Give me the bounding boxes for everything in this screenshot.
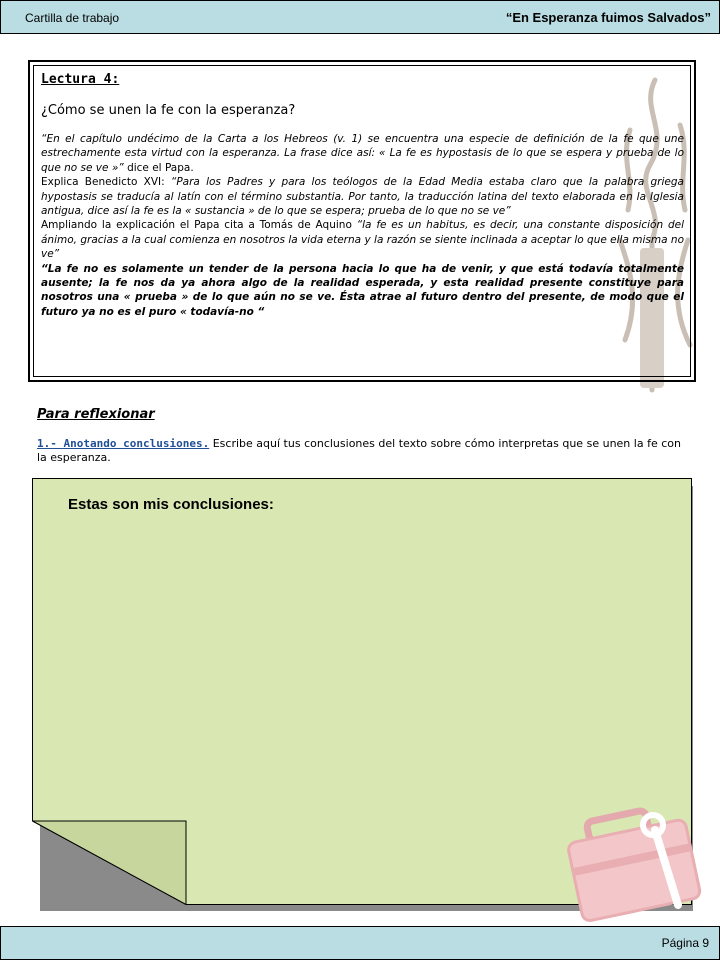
notes-title: Estas son mis conclusiones: — [68, 496, 274, 513]
reading-paragraph-2 — [41, 175, 684, 218]
reading-inner-frame — [33, 65, 691, 377]
paragraph-2-quote: “Para los Padres y para los teólogos de la Edad Media estaba claro que la palabra griega hypostasis se traducía al latín con el término substantia. Por tanto, la traducción latina del texto elaborada en la Iglesia antigua, dice así la fe es la « sustancia » de lo que se espera; prueba de lo que no se ve” — [41, 176, 684, 218]
reading-paragraph-1 — [41, 132, 684, 175]
paragraph-1-tail: dice el Papa. — [123, 161, 194, 174]
instruction-label: 1.- Anotando conclusiones. — [37, 437, 210, 450]
conclusions-input[interactable] — [40, 525, 684, 814]
page-footer — [0, 926, 720, 960]
reading-title: ¿Cómo se unen la fe con la esperanza? — [41, 103, 296, 118]
reading-box — [28, 60, 696, 382]
reflect-instruction — [37, 437, 681, 465]
reflect-heading: Para reflexionar — [37, 407, 155, 422]
page-number: Página 9 — [661, 936, 709, 950]
reading-paragraph-3 — [41, 218, 684, 261]
paragraph-3-quote: “la fe es un habitus, es decir, una constante disposición del ánimo, gracias a la cual comienza en nosotros la vida eterna y la razón se siente inclinada a aceptar lo que ella misma no ve” — [41, 219, 684, 261]
paragraph-2-lead: Explica Benedicto XVI: — [41, 176, 171, 189]
page-header — [0, 0, 720, 34]
reading-paragraph-4: “La fe no es solamente un tender de la persona hacia lo que ha de venir, y que está todavía totalmente ausente; la fe nos da ya ahora algo de la realidad esperada, y esta realidad presente constituye para nosotros una « prueba » de lo que aún no se ve. Ésta atrae al futuro dentro del presente, de modo que el futuro ya no es el puro « todavía-no “ — [41, 262, 684, 318]
instruction-text: Escribe aquí tus conclusiones del texto sobre cómo interpretas que se unen la fe con la esperanza. — [37, 437, 681, 464]
paragraph-3-lead: Ampliando la explicación el Papa cita a Tomás de Aquino — [41, 219, 357, 232]
header-title: “En Esperanza fuimos Salvados” — [505, 10, 711, 25]
header-workbook-label: Cartilla de trabajo — [25, 11, 120, 25]
paragraph-1-quote: “En el capítulo undécimo de la Carta a los Hebreos (v. 1) se encuentra una especie de definición de la fe que une estrechamente esta virtud con la esperanza. La frase dice así: « La fe es hypostasis de lo que se espera y prueba de lo que no se ve »” — [41, 133, 684, 174]
toolbox-icon — [560, 795, 710, 925]
reading-label: Lectura 4: — [41, 72, 120, 87]
notes-page-curl — [33, 821, 187, 905]
